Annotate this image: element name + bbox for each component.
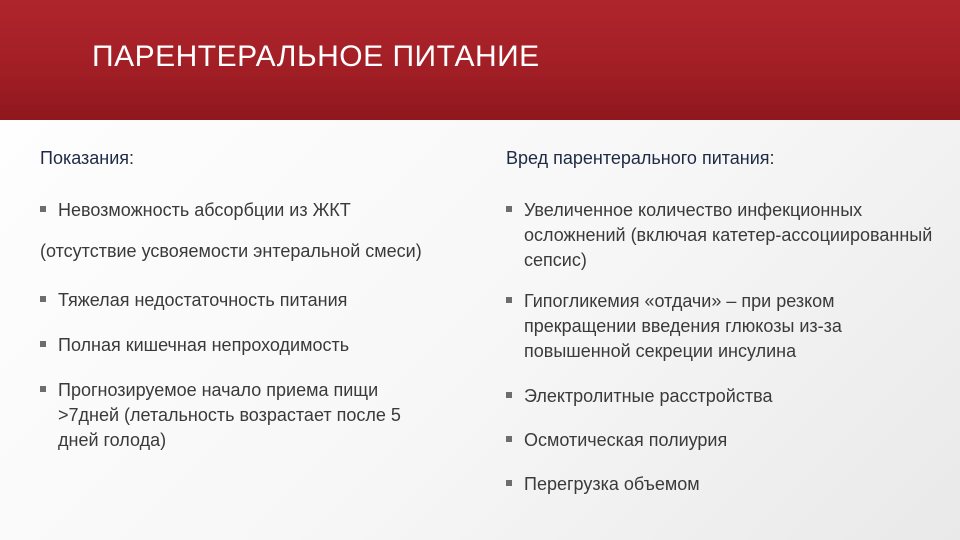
bullet-icon [506, 392, 512, 398]
indications-heading: Показания: [40, 148, 135, 168]
list-item-text: Тяжелая недостаточность питания [58, 290, 348, 310]
list-item-text: Полная кишечная непроходимость [58, 335, 350, 355]
list-item [40, 333, 470, 358]
list-item-text: Невозможность абсорбции из ЖКТ [58, 200, 351, 220]
list-item [506, 472, 946, 497]
list-item [506, 289, 946, 364]
indications-column [40, 146, 470, 453]
list-item-text: Перегрузка объемом [524, 474, 700, 494]
list-item-text: Гипогликемия «отдачи» – при резком прекращении введения глюкозы из-за повышенной секреции инсулина [524, 291, 842, 361]
list-item [40, 288, 470, 313]
bullet-icon [40, 206, 46, 212]
bullet-icon [506, 206, 512, 212]
list-item-text: Увеличенное количество инфекционных осложнений (включая катетер-ассоциированный сепсис) [524, 200, 933, 270]
list-item [40, 198, 470, 223]
list-item [506, 428, 946, 453]
bullet-icon [506, 436, 512, 442]
bullet-icon [40, 386, 46, 392]
bullet-icon [40, 341, 46, 347]
harm-column [506, 146, 946, 497]
list-item-text: Электролитные расстройства [524, 386, 773, 406]
list-item [40, 378, 418, 453]
list-item-text: Прогнозируемое начало приема пищи >7дней (летальность возрастает после 5 дней голода) [58, 380, 401, 450]
harm-heading: Вред парентерального питания: [506, 148, 775, 168]
indication-note: (отсутствие усвояемости энтеральной смеси) [40, 241, 422, 261]
bullet-icon [506, 480, 512, 486]
list-item [506, 384, 946, 409]
bullet-icon [506, 297, 512, 303]
bullet-icon [40, 296, 46, 302]
list-item-text: Осмотическая полиурия [524, 430, 728, 450]
title-bar [0, 0, 960, 120]
slide-title: ПАРЕНТЕРАЛЬНОЕ ПИТАНИЕ [92, 40, 540, 73]
list-item [506, 198, 946, 273]
